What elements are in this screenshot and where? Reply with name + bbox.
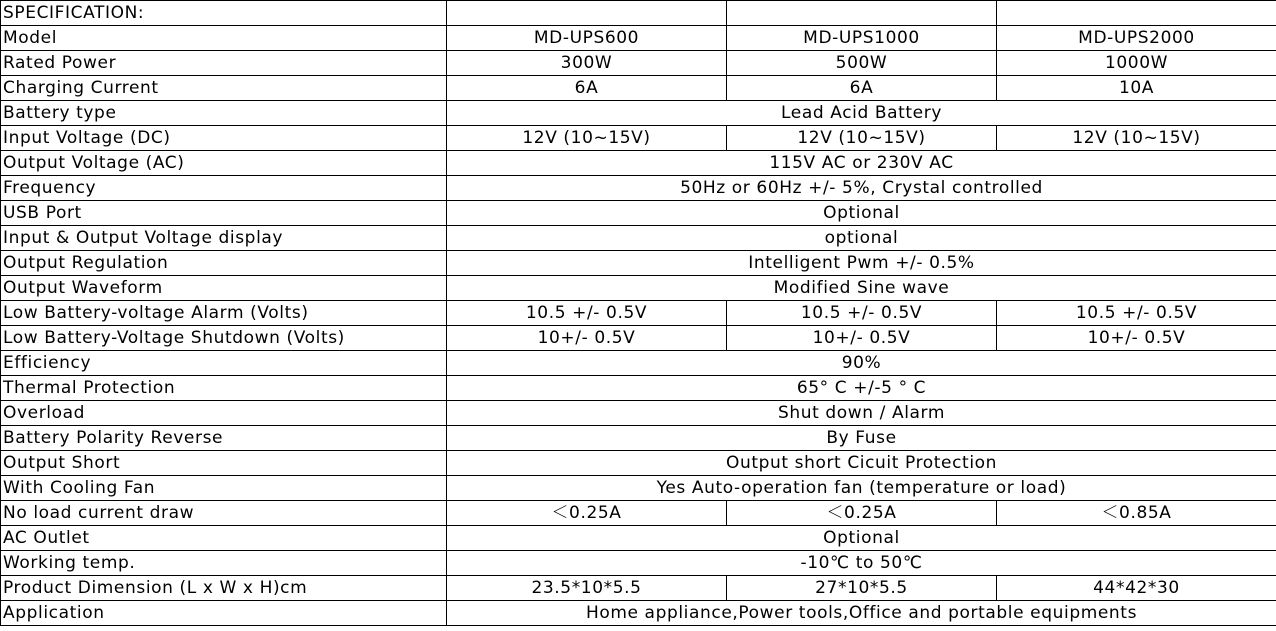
empty-cell — [447, 1, 727, 26]
table-row — [1, 476, 1276, 501]
table-row — [1, 276, 1276, 301]
table-row — [1, 351, 1276, 376]
row-value-cell: 500W — [727, 51, 997, 76]
table-row — [1, 151, 1276, 176]
row-value-merged: Output short Cicuit Protection — [447, 451, 1276, 476]
row-value-merged: 90% — [447, 351, 1276, 376]
table-row — [1, 451, 1276, 476]
row-label: Input & Output Voltage display — [1, 226, 447, 251]
row-value-merged: 115V AC or 230V AC — [447, 151, 1276, 176]
row-label: Overload — [1, 401, 447, 426]
row-label: Battery Polarity Reverse — [1, 426, 447, 451]
table-row — [1, 326, 1276, 351]
row-label: Low Battery-Voltage Shutdown (Volts) — [1, 326, 447, 351]
table-row — [1, 201, 1276, 226]
row-label: AC Outlet — [1, 526, 447, 551]
row-value-cell: ＜0.85A — [997, 501, 1276, 526]
row-value-cell: 23.5*10*5.5 — [447, 576, 727, 601]
row-label: Working temp. — [1, 551, 447, 576]
row-value-cell: 10A — [997, 76, 1276, 101]
row-value-cell: 6A — [447, 76, 727, 101]
row-label: Output Voltage (AC) — [1, 151, 447, 176]
table-row — [1, 101, 1276, 126]
table-row — [1, 226, 1276, 251]
row-value-cell: 27*10*5.5 — [727, 576, 997, 601]
row-value-cell: 1000W — [997, 51, 1276, 76]
row-label: Battery type — [1, 101, 447, 126]
row-value-cell: 6A — [727, 76, 997, 101]
row-value-cell: MD-UPS600 — [447, 26, 727, 51]
row-value-cell: 10+/- 0.5V — [447, 326, 727, 351]
row-label: Output Short — [1, 451, 447, 476]
row-value-merged: By Fuse — [447, 426, 1276, 451]
table-row — [1, 551, 1276, 576]
row-value-cell: 10.5 +/- 0.5V — [727, 301, 997, 326]
row-value-merged: optional — [447, 226, 1276, 251]
row-label: Efficiency — [1, 351, 447, 376]
row-label: Output Waveform — [1, 276, 447, 301]
row-value-cell: 12V (10~15V) — [727, 126, 997, 151]
row-label: USB Port — [1, 201, 447, 226]
row-value-merged: Optional — [447, 201, 1276, 226]
specification-table-body — [1, 1, 1276, 626]
row-value-cell: 10.5 +/- 0.5V — [447, 301, 727, 326]
row-label: Output Regulation — [1, 251, 447, 276]
table-row — [1, 301, 1276, 326]
row-value-merged: Optional — [447, 526, 1276, 551]
page-title: SPECIFICATION: — [1, 1, 447, 26]
table-row — [1, 1, 1276, 26]
row-value-cell: MD-UPS2000 — [997, 26, 1276, 51]
table-row — [1, 176, 1276, 201]
row-label: Model — [1, 26, 447, 51]
row-label: No load current draw — [1, 501, 447, 526]
row-value-merged: Shut down / Alarm — [447, 401, 1276, 426]
row-value-cell: ＜0.25A — [447, 501, 727, 526]
row-value-merged: Yes Auto-operation fan (temperature or load) — [447, 476, 1276, 501]
row-label: Low Battery-voltage Alarm (Volts) — [1, 301, 447, 326]
row-value-merged: Lead Acid Battery — [447, 101, 1276, 126]
row-label: Frequency — [1, 176, 447, 201]
table-row — [1, 401, 1276, 426]
row-value-cell: 12V (10~15V) — [447, 126, 727, 151]
table-row — [1, 76, 1276, 101]
row-value-merged: 50Hz or 60Hz +/- 5%, Crystal controlled — [447, 176, 1276, 201]
row-label: Charging Current — [1, 76, 447, 101]
table-row — [1, 126, 1276, 151]
row-label: Thermal Protection — [1, 376, 447, 401]
empty-cell — [727, 1, 997, 26]
row-value-cell: MD-UPS1000 — [727, 26, 997, 51]
row-label: Rated Power — [1, 51, 447, 76]
table-row — [1, 501, 1276, 526]
table-row — [1, 376, 1276, 401]
row-label: With Cooling Fan — [1, 476, 447, 501]
row-value-cell: ＜0.25A — [727, 501, 997, 526]
row-value-merged: Home appliance,Power tools,Office and portable equipments — [447, 601, 1276, 626]
table-row — [1, 526, 1276, 551]
row-value-cell: 10.5 +/- 0.5V — [997, 301, 1276, 326]
row-value-merged: -10℃ to 50℃ — [447, 551, 1276, 576]
row-value-merged: Modified Sine wave — [447, 276, 1276, 301]
table-row — [1, 426, 1276, 451]
row-value-cell: 10+/- 0.5V — [997, 326, 1276, 351]
table-row — [1, 601, 1276, 626]
row-label: Application — [1, 601, 447, 626]
table-row — [1, 576, 1276, 601]
row-value-merged: Intelligent Pwm +/- 0.5% — [447, 251, 1276, 276]
table-row — [1, 251, 1276, 276]
row-label: Product Dimension (L x W x H)cm — [1, 576, 447, 601]
row-value-cell: 12V (10~15V) — [997, 126, 1276, 151]
row-value-cell: 300W — [447, 51, 727, 76]
row-label: Input Voltage (DC) — [1, 126, 447, 151]
table-row — [1, 51, 1276, 76]
empty-cell — [997, 1, 1276, 26]
row-value-cell: 44*42*30 — [997, 576, 1276, 601]
row-value-cell: 10+/- 0.5V — [727, 326, 997, 351]
table-row — [1, 26, 1276, 51]
row-value-merged: 65° C +/-5 ° C — [447, 376, 1276, 401]
